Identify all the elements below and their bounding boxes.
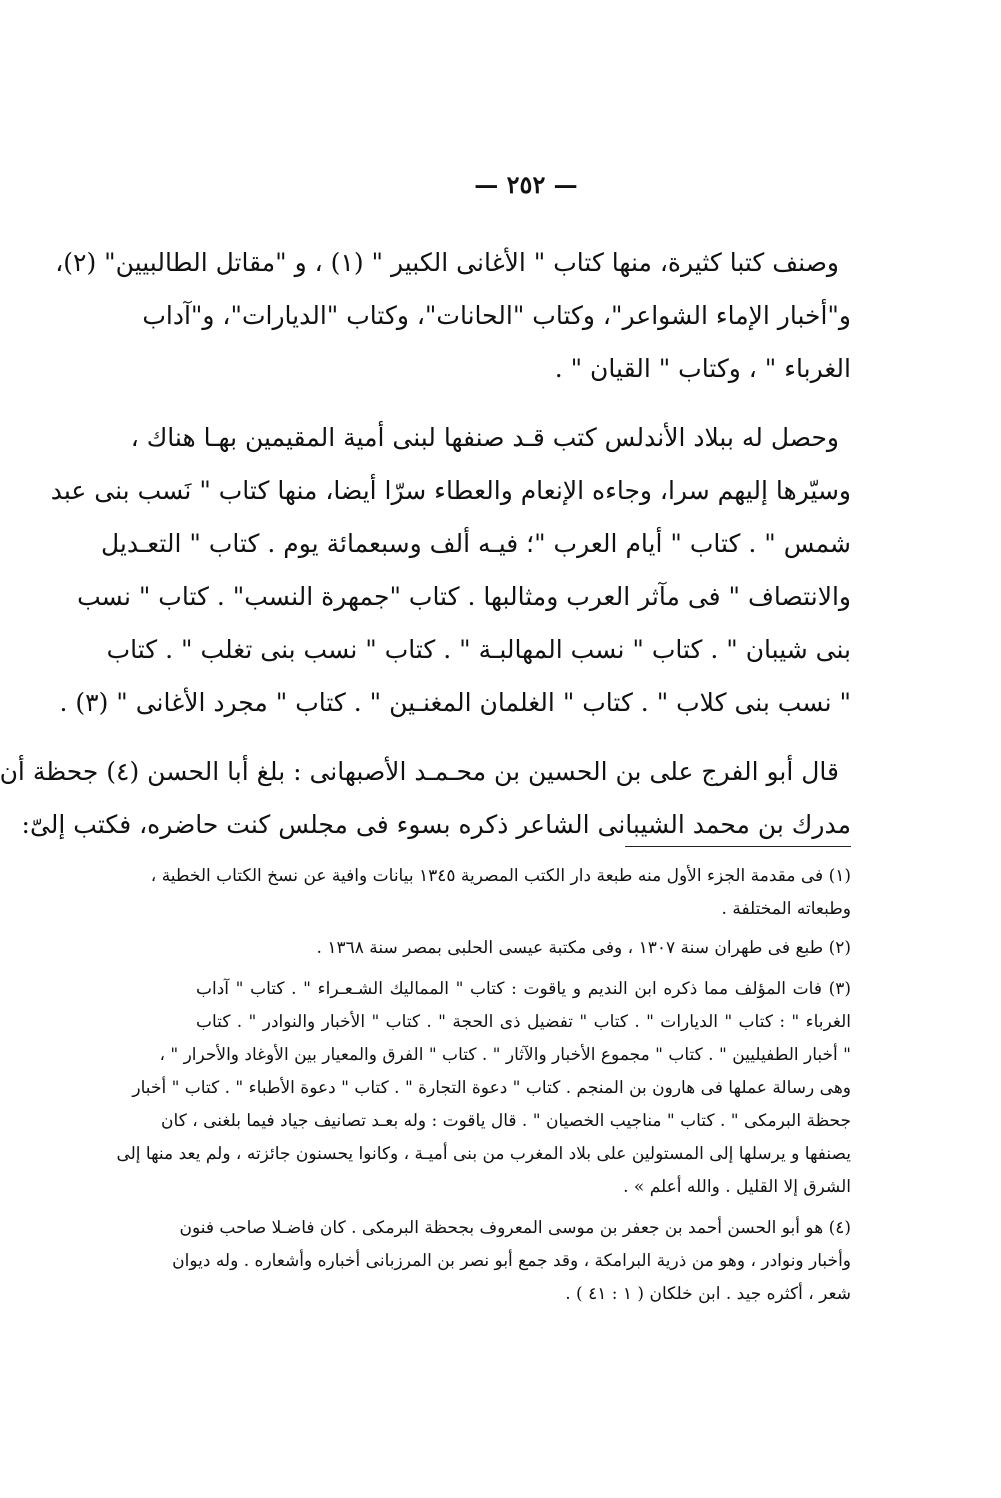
page-number: — ٢٥٢ — bbox=[474, 170, 578, 199]
footnote-line: (١) فى مقدمة الجزء الأول منه طبعة دار الكتب المصرية ١٣٤٥ بيانات وافية عن نسخ الكتاب الخطية ، bbox=[150, 866, 851, 886]
paragraph-books-list bbox=[55, 236, 851, 395]
footnote-2 bbox=[196, 932, 851, 965]
text-line: وحصل له ببلاد الأندلس كتب قـد صنفها لبنى أمية المقيمين بهـا هناك ، bbox=[130, 423, 839, 452]
footnote-line: (٤) هو أبو الحسن أحمد بن جعفر بن موسى المعروف بجحظة البرمكى . كان فاضـلا صاحب فنون bbox=[179, 1218, 851, 1238]
footnote-line: (٢) طبع فى طهران سنة ١٣٠٧ ، وفى مكتبة عيسى الحلبى بمصر سنة ١٣٦٨ . bbox=[316, 938, 851, 958]
footnote-line: الغرباء " : كتاب " الديارات " . كتاب " تفضيل ذى الحجة " . كتاب " الأخبار والنوادر " . كتاب bbox=[196, 1012, 851, 1032]
footnote-separator bbox=[625, 846, 851, 847]
footnote-line: الشرق إلا القليل . والله أعلم » . bbox=[623, 1177, 851, 1197]
paragraph-abu-alfaraj-quote bbox=[0, 745, 851, 851]
text-line: وصنف كتبا كثيرة، منها كتاب " الأغانى الكبير " (١) ، و "مقاتل الطالبيين" (٢)، bbox=[55, 248, 839, 277]
footnote-line: وأخبار ونوادر ، وهو من ذرية البرامكة ، وقد جمع أبو نصر بن المرزبانى أخباره وأشعاره . وله ديوان bbox=[172, 1251, 851, 1271]
footnote-line: شعر ، أكثره جيد . ابن خلكان ( ١ : ٤١ ) . bbox=[565, 1284, 851, 1304]
main-text bbox=[0, 236, 851, 867]
footnote-line: وطبعاته المختلفة . bbox=[721, 899, 851, 919]
text-line: شمس " . كتاب " أيام العرب "؛ فيـه ألف وسبعمائة يوم . كتاب " التعـديل bbox=[100, 529, 851, 558]
footnote-1 bbox=[150, 860, 851, 926]
text-line: بنى شيبان " . كتاب " نسب المهالبـة " . كتاب " نسب بنى تغلب " . كتاب bbox=[106, 635, 851, 664]
text-line: و"أخبار الإماء الشواعر"، وكتاب "الحانات"، وكتاب "الديارات"، و"آداب bbox=[142, 301, 851, 330]
text-line: " نسب بنى كلاب " . كتاب " الغلمان المغنـين " . كتاب " مجرد الأغانى " (٣) . bbox=[59, 688, 851, 717]
text-line: الغرباء " ، وكتاب " القيان " . bbox=[554, 354, 851, 383]
text-line: والانتصاف " فى مآثر العرب ومثالبها . كتاب "جمهرة النسب" . كتاب " نسب bbox=[77, 582, 851, 611]
text-line: قال أبو الفرج على بن الحسين بن محـمـد الأصبهانى : بلغ أبا الحسن (٤) جحظة أن bbox=[0, 757, 839, 786]
footnote-line: يصنفها و يرسلها إلى المستولين على بلاد المغرب من بنى أميـة ، وكانوا يحسنون جائزته ، ولم يعد منها إلى bbox=[116, 1144, 851, 1164]
footnote-4 bbox=[172, 1212, 851, 1311]
footnote-line: وهى رسالة عملها فى هارون بن المنجم . كتاب " دعوة التجارة " . كتاب " دعوة الأطباء " . كتاب " أخبار bbox=[132, 1078, 851, 1098]
footnote-3 bbox=[116, 973, 851, 1204]
text-line: مدرك بن محمد الشيبانى الشاعر ذكره بسوء فى مجلس كنت حاضره، فكتب إلىّ: bbox=[21, 810, 851, 839]
footnotes bbox=[116, 860, 851, 1319]
footnote-line: " أخبار الطفيليين " . كتاب " مجموع الأخبار والآثار " . كتاب " الفرق والمعيار بين الأوغاد والأحرار " ، bbox=[159, 1045, 851, 1065]
text-line: وسيّرها إليهم سرا، وجاءه الإنعام والعطاء سرّا أيضا، منها كتاب " نَسب بنى عبد bbox=[50, 476, 851, 505]
footnote-line: جحظة البرمكى " . كتاب " مناجيب الخصيان " . قال ياقوت : وله بعـد تصانيف جياد فيما بلغنى ، كان bbox=[161, 1111, 851, 1131]
paragraph-andalus-books bbox=[50, 411, 851, 729]
footnote-line: (٣) فات المؤلف مما ذكره ابن النديم و ياقوت : كتاب " المماليك الشـعـراء " . كتاب " آداب bbox=[196, 979, 851, 999]
